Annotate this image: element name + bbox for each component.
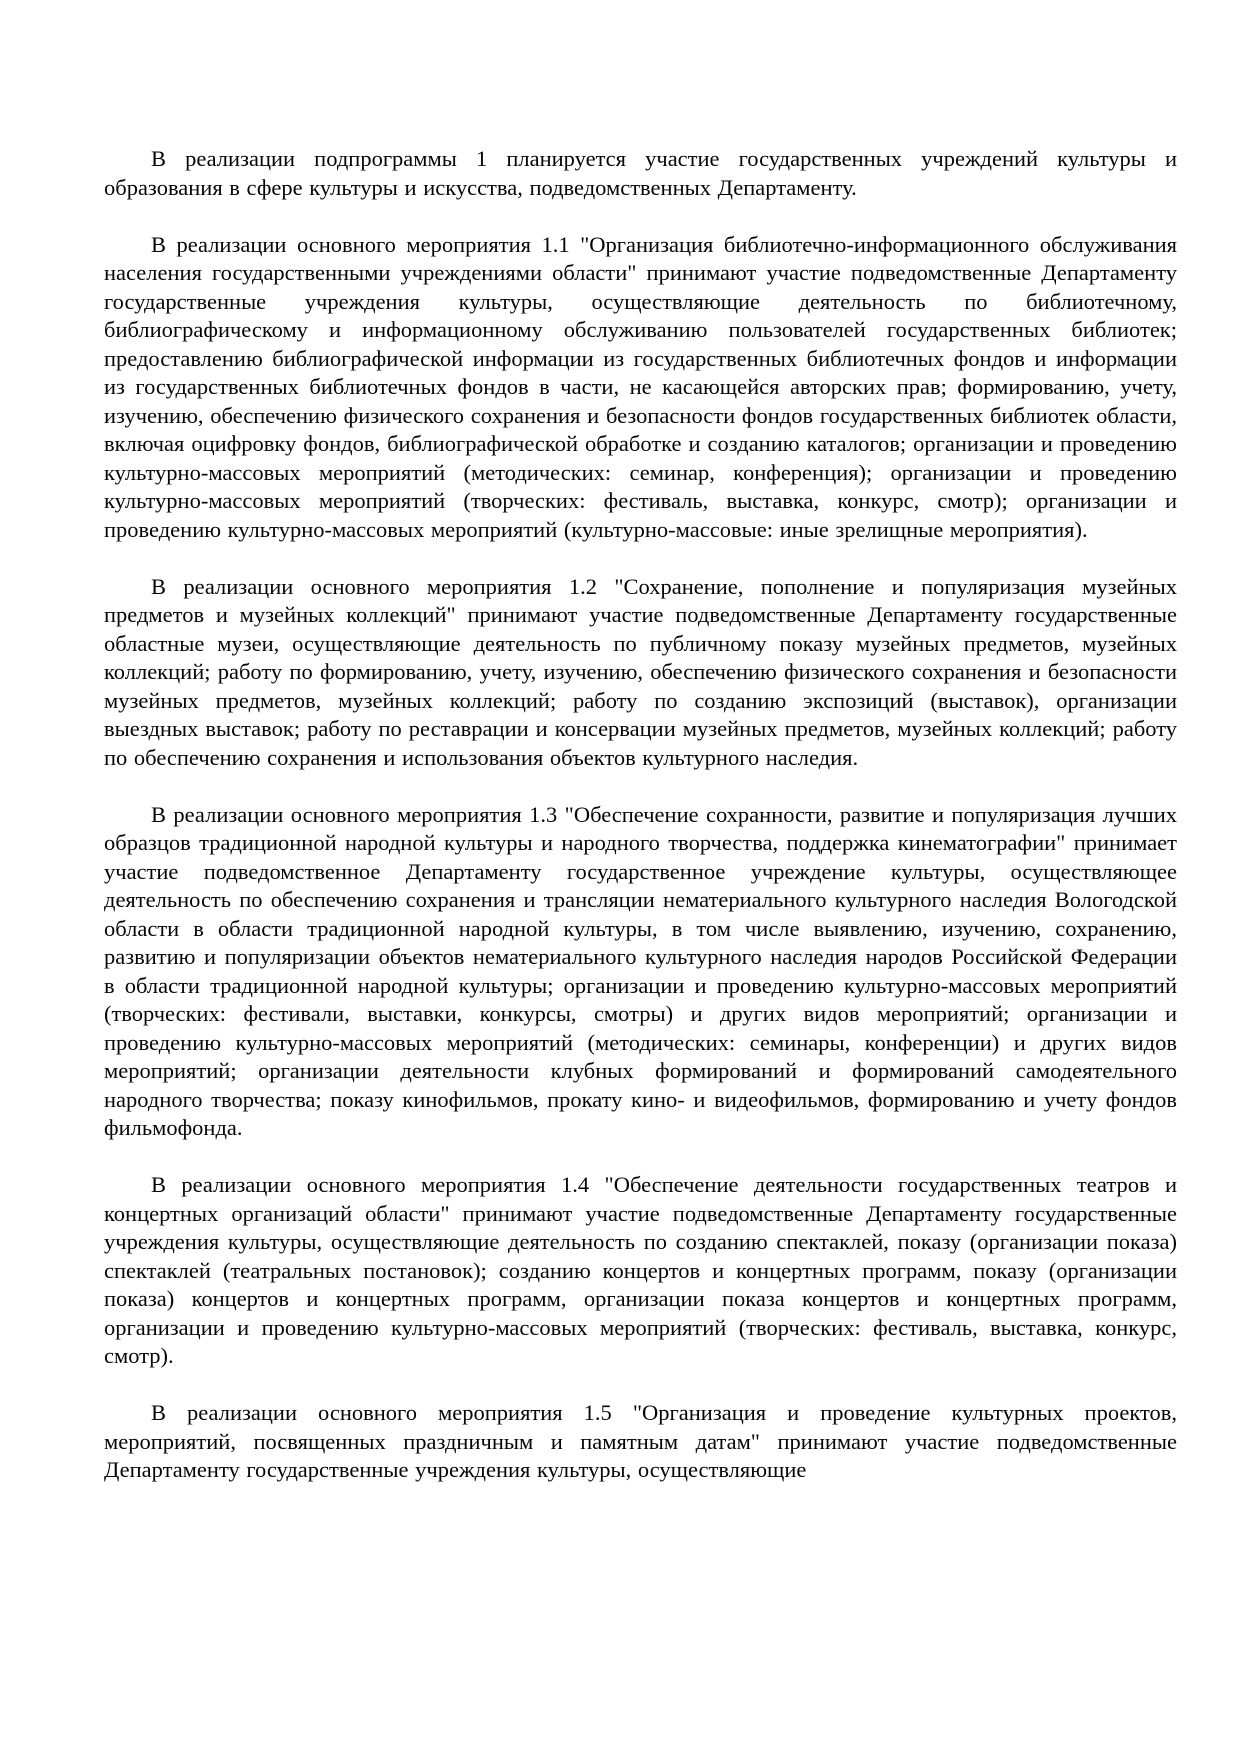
paragraph-measure-1-3: В реализации основного мероприятия 1.3 "Обеспечение сохранности, развитие и популяризация лучших образцов традиционной народной культуры и народного творчества, поддержка кинематографии" принимает участие подведомственное Департаменту государственное учреждение культуры, осуществляющее деятельность по обеспечению сохранения и трансляции нематериального культурного наследия Вологодской области в области традиционной народной культуры, в том числе выявлению, изучению, сохранению, развитию и популяризации объектов нематериального культурного наследия народов Российской Федерации в области традиционной народной культуры; организации и проведению культурно-массовых мероприятий (творческих: фестивали, выставки, конкурсы, смотры) и других видов мероприятий; организации и проведению культурно-массовых мероприятий (методических: семинары, конференции) и других видов мероприятий; организации деятельности клубных формирований и формирований самодеятельного народного творчества; показу кинофильмов, прокату кино- и видеофильмов, формированию и учету фондов фильмофонда. [104, 801, 1177, 1140]
paragraph-measure-1-1: В реализации основного мероприятия 1.1 "Организация библиотечно-информационного обслуживания населения государственными учреждениями области" принимают участие подведомственные Департаменту государственные учреждения культуры, осуществляющие деятельность по библиотечному, библиографическому и информационному обслуживанию пользователей государственных библиотек; предоставлению библиографической информации из государственных библиотечных фондов и информации из государственных библиотечных фондов в части, не касающейся авторских прав; формированию, учету, изучению, обеспечению физического сохранения и безопасности фондов государственных библиотек области, включая оцифровку фондов, библиографической обработке и созданию каталогов; организации и проведению культурно-массовых мероприятий (методических: семинар, конференция); организации и проведению культурно-массовых мероприятий (творческих: фестиваль, выставка, конкурс, смотр); организации и проведению культурно-массовых мероприятий (культурно-массовые: иные зрелищные мероприятия). [104, 231, 1177, 542]
paragraph-subprogram-intro: В реализации подпрограммы 1 планируется участие государственных учреждений культуры и образования в сфере культуры и искусства, подведомственных Департаменту. [104, 146, 1177, 200]
paragraph-measure-1-4: В реализации основного мероприятия 1.4 "Обеспечение деятельности государственных театров и концертных организаций области" принимают участие подведомственные Департаменту государственные учреждения культуры, осуществляющие деятельность по созданию спектаклей, показу (организации показа) спектаклей (театральных постановок); созданию концертов и концертных программ, показу (организации показа) концертов и концертных программ, организации показа концертов и концертных программ, организации и проведению культурно-массовых мероприятий (творческих: фестиваль, выставка, конкурс, смотр). [104, 1172, 1177, 1368]
paragraph-measure-1-5: В реализации основного мероприятия 1.5 "Организация и проведение культурных проектов, мероприятий, посвященных праздничным и памятным датам" принимают участие подведомственные Департаменту государственные учреждения культуры, осуществляющие [104, 1400, 1177, 1482]
paragraph-measure-1-2: В реализации основного мероприятия 1.2 "Сохранение, пополнение и популяризация музейных предметов и музейных коллекций" принимают участие подведомственные Департаменту государственные областные музеи, осуществляющие деятельность по публичному показу музейных предметов, музейных коллекций; работу по формированию, учету, изучению, обеспечению физического сохранения и безопасности музейных предметов, музейных коллекций; работу по созданию экспозиций (выставок), организации выездных выставок; работу по реставрации и консервации музейных предметов, музейных коллекций; работу по обеспечению сохранения и использования объектов культурного наследия. [104, 573, 1177, 770]
